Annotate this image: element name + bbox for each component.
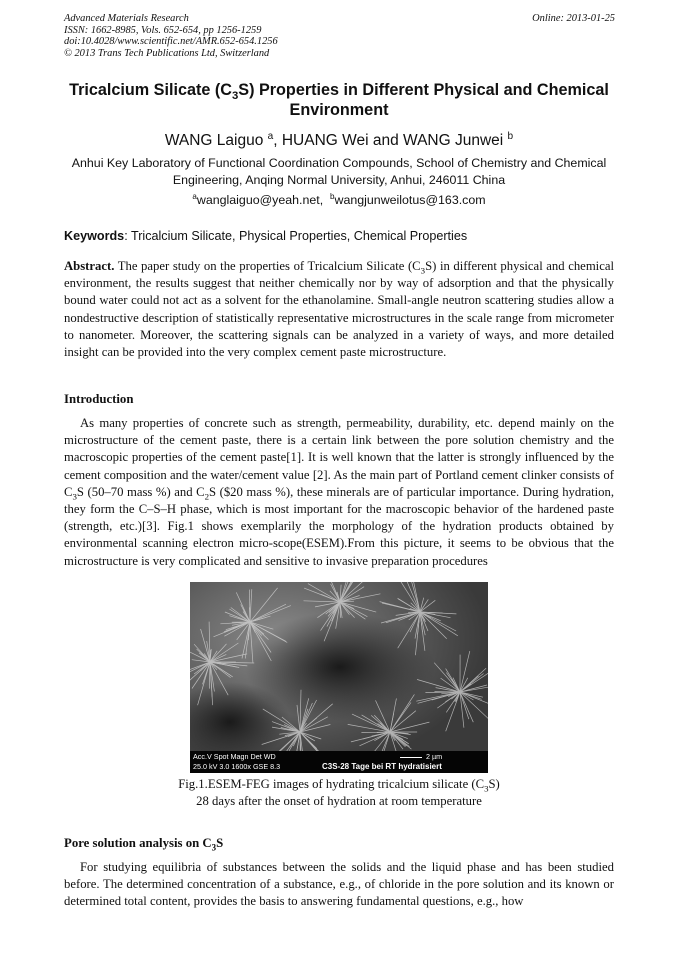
journal-name: Advanced Materials Research xyxy=(64,13,189,24)
scale-bar-label: 2 µm xyxy=(426,752,443,761)
micrograph-info-bar xyxy=(190,751,488,773)
keywords: Keywords: Tricalcium Silicate, Physical Properties, Chemical Properties xyxy=(64,229,468,243)
issn-line: ISSN: 1662-8985, Vols. 652-654, pp 1256-1259 xyxy=(64,24,262,36)
esem-micrograph xyxy=(190,582,488,773)
email-b[interactable]: wangjunweilotus@163.com xyxy=(334,193,486,207)
author-emails: $^a$wanglaiguo@yeah.net, $^b$wangjunweilotus@163.com xyxy=(192,191,486,207)
micrograph-label: C3S-28 Tage bei RT hydratisiert xyxy=(322,762,442,771)
micrograph-values: 25.0 kV 3.0 1600x GSE 8.3 xyxy=(193,762,281,771)
introduction-heading: Introduction xyxy=(64,392,134,406)
pore-solution-heading: Pore solution analysis on $C_3S$ xyxy=(64,836,224,853)
keywords-label: Keywords xyxy=(64,229,125,243)
pore-solution-paragraph: For studying equilibria of substances between the solids and the liquid phase and has been studied before. The determined concentration of a substance, e.g., of chloride in the pore solution and its known or determined total content, provides the basis to answering fundamental questions, e.g., how xyxy=(64,860,614,909)
scale-bar xyxy=(400,757,422,758)
affiliation: Anhui Key Laboratory of Functional Coordination Compounds, School of Chemistry and Chemical Engineering, Anqing Normal University, Anhui, 246011 China xyxy=(71,156,607,187)
paper-title: Tricalcium Silicate $(C_3S)$ Properties in Different Physical and Chemical Environment xyxy=(69,81,609,119)
esem-image xyxy=(190,582,488,773)
abstract: Abstract. The paper study on the properties of Tricalcium Silicate $(C_3S)$ in different physical and chemical environment, the results suggest that neither chemically nor by way of adsorption and that the physically bound water could not act as a solvent for the ethanolamine. Small-angle neutron scattering studies allow a nondestructive description of statistically representative microstructures in the scale range from micrometer to nanometer. Moreover, the scattering signals can be analyzed in a variety of ways, and more detailed insight can be provided into the very complex cement paste microstructure. xyxy=(64,259,614,360)
micrograph-params: Acc.V Spot Magn Det WD xyxy=(193,752,276,761)
online-date: Online: 2013-01-25 xyxy=(532,13,615,24)
introduction-paragraph: As many properties of concrete such as strength, permeability, durability, etc. depend mainly on the microstructure of the cement paste, there is a certain link between the pore solution chemistry and the macroscopic properties of the cement paste[1]. It is well known that the latter is strongly influenced by the cement composition and the water/cement value [2]. As the main part of Portland cement clinker consists of $C_3S$ (50–70 mass %) and $C_2S$ ($20 mass %), these minerals are of particular importance. During hydration, they form the C–S–H phase, which is most important for the macroscopic behavior of the hardened paste (strength, etc.)[3]. Fig.1 shows exemplarily the morphology of the hydration products obtained by environmental scanning electron micro-scope(ESEM).From this picture, it seems to be obvious that the microstructure is very complicated and sensitive to invasive preparation procedures xyxy=(64,416,614,568)
journal-header xyxy=(64,13,278,59)
figure-caption: Fig.1.ESEM-FEG images of hydrating tricalcium silicate $(C_3S)$ 28 days after the onset of hydration at room temperature xyxy=(178,777,500,808)
copyright-line: © 2013 Trans Tech Publications Ltd, Switzerland xyxy=(64,47,270,59)
author-list: WANG Laiguo $^a$, HUANG Wei and WANG Junwei $^b$ xyxy=(164,130,514,149)
doi-line: doi:10.4028/www.scientific.net/AMR.652-654.1256 xyxy=(64,36,278,48)
crystal-needle xyxy=(250,590,251,622)
email-a[interactable]: wanglaiguo@yeah.net, xyxy=(196,193,324,207)
abstract-label: Abstract. xyxy=(64,259,115,273)
